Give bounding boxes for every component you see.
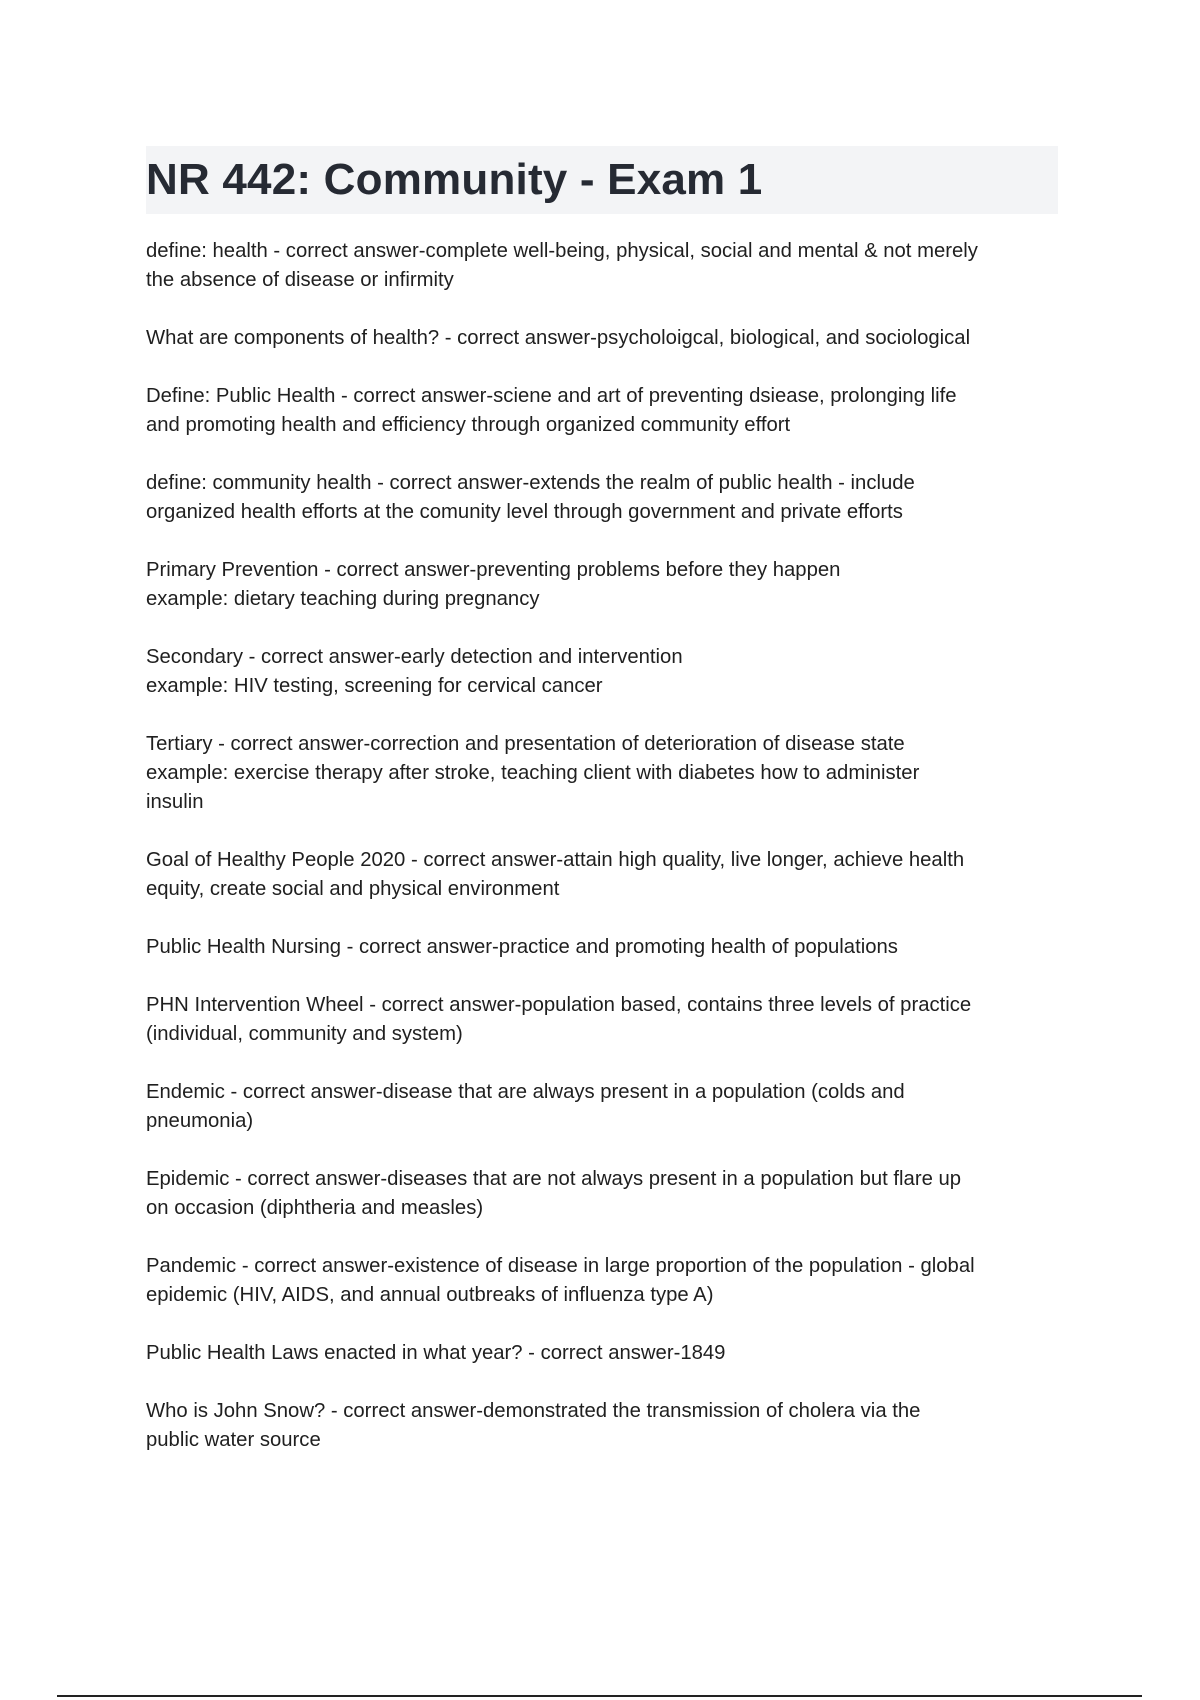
- flashcard-list: [146, 237, 1066, 1484]
- title-banner: [146, 146, 1058, 214]
- flashcard-entry: Who is John Snow? - correct answer-demonstrated the transmission of cholera via the public water source: [146, 1400, 921, 1451]
- flashcard-entry: Public Health Laws enacted in what year? - correct answer-1849: [146, 1342, 726, 1364]
- flashcard-entry: Pandemic - correct answer-existence of disease in large proportion of the population - global epidemic (HIV, AIDS, and annual outbreaks of influenza type A): [146, 1255, 975, 1306]
- flashcard-entry: Epidemic - correct answer-diseases that are not always present in a population but flare up on occasion (diphtheria and measles): [146, 1168, 962, 1219]
- flashcard-entry: Primary Prevention - correct answer-preventing problems before they happen example: dietary teaching during pregnancy: [146, 559, 841, 610]
- flashcard-entry: What are components of health? - correct answer-psycholoigcal, biological, and sociological: [146, 327, 971, 349]
- flashcard-entry: define: community health - correct answer-extends the realm of public health - include organized health efforts at the comunity level through government and private efforts: [146, 472, 915, 523]
- flashcard-entry: Goal of Healthy People 2020 - correct answer-attain high quality, live longer, achieve health equity, create social and physical environment: [146, 849, 965, 900]
- flashcard-entry: PHN Intervention Wheel - correct answer-population based, contains three levels of practice (individual, community and system): [146, 994, 972, 1045]
- document-title: NR 442: Community - Exam 1: [146, 155, 763, 204]
- flashcard-entry: Tertiary - correct answer-correction and presentation of deterioration of disease state example: exercise therapy after stroke, teaching client with diabetes how to administer insulin: [146, 733, 920, 813]
- flashcard-entry: Endemic - correct answer-disease that are always present in a population (colds and pneumonia): [146, 1081, 905, 1132]
- footer-divider: [57, 1695, 1142, 1697]
- flashcard-entry: Secondary - correct answer-early detection and intervention example: HIV testing, screening for cervical cancer: [146, 646, 683, 697]
- flashcard-entry: define: health - correct answer-complete well-being, physical, social and mental & not merely the absence of disease or infirmity: [146, 240, 978, 291]
- flashcard-entry: Define: Public Health - correct answer-sciene and art of preventing dsiease, prolonging life and promoting health and efficiency through organized community effort: [146, 385, 957, 436]
- flashcard-entry: Public Health Nursing - correct answer-practice and promoting health of populations: [146, 936, 898, 958]
